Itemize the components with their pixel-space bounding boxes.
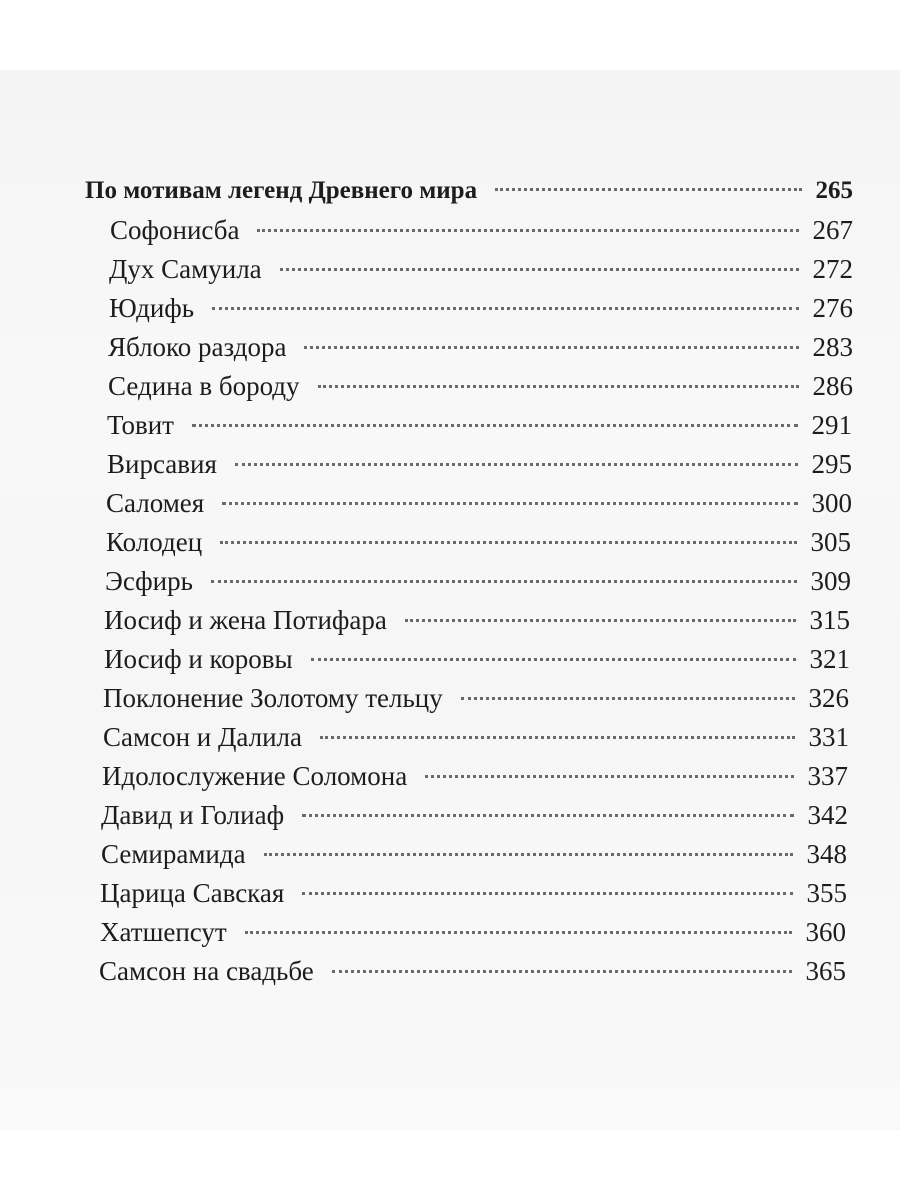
dot-leader	[318, 385, 799, 388]
dot-leader	[212, 307, 798, 310]
dot-leader	[280, 268, 799, 271]
toc-entry	[105, 564, 851, 598]
toc-section-title: По мотивам легенд Древнего мира	[85, 177, 478, 204]
dot-leader	[302, 892, 792, 895]
toc-entry-page: 342	[807, 800, 848, 830]
table-of-contents	[0, 70, 900, 1130]
toc-section-heading	[85, 174, 853, 208]
dot-leader	[220, 541, 796, 544]
toc-entry-page: 291	[811, 410, 852, 440]
toc-entry	[101, 837, 847, 871]
toc-entry	[104, 642, 850, 676]
toc-entry-title: Яблоко раздора	[108, 332, 287, 362]
toc-entry-page: 272	[812, 254, 853, 284]
toc-entry	[107, 447, 852, 481]
dot-leader	[495, 188, 801, 191]
dot-leader	[332, 970, 792, 973]
dot-leader	[461, 697, 795, 700]
dot-leader	[264, 853, 793, 856]
toc-entry	[110, 213, 853, 247]
toc-entry-page: 365	[805, 956, 846, 986]
dot-leader	[320, 736, 795, 739]
toc-entry-title: Давид и Голиаф	[101, 800, 285, 830]
dot-leader	[245, 931, 792, 934]
toc-entry-page: 283	[812, 332, 853, 362]
toc-entry	[106, 486, 852, 520]
toc-entry-title: Самсон и Далила	[103, 722, 302, 752]
toc-entry-page: 355	[806, 878, 847, 908]
toc-entry-page: 276	[812, 293, 853, 323]
toc-entry-title: Вирсавия	[107, 449, 217, 479]
toc-entry	[106, 525, 851, 559]
toc-entry-title: Семирамида	[101, 839, 246, 869]
toc-entry	[104, 603, 850, 637]
dot-leader	[405, 619, 796, 622]
toc-entry-title: Самсон на свадьбе	[99, 956, 314, 986]
dot-leader	[302, 814, 793, 817]
toc-entry-page: 305	[810, 527, 851, 557]
toc-entry	[107, 408, 852, 442]
toc-entry	[109, 252, 853, 286]
toc-entry	[101, 798, 848, 832]
dot-leader	[257, 229, 798, 232]
toc-entry	[103, 720, 849, 754]
toc-entry-title: Седина в бороду	[108, 371, 300, 401]
toc-entry-page: 267	[812, 215, 853, 245]
toc-entry-title: Дух Самуила	[109, 254, 262, 284]
toc-entry-title: Товит	[107, 410, 174, 440]
dot-leader	[235, 463, 798, 466]
toc-entry-page: 360	[805, 917, 846, 947]
dot-leader	[425, 775, 793, 778]
toc-entry-title: Саломея	[106, 488, 205, 518]
toc-entry-page: 309	[810, 566, 851, 596]
toc-entry-page: 300	[811, 488, 852, 518]
toc-entry-title: Юдифь	[109, 293, 195, 323]
toc-entry-page: 331	[808, 722, 849, 752]
dot-leader	[192, 424, 798, 427]
toc-section-page: 265	[815, 177, 853, 204]
toc-entry	[109, 291, 853, 325]
toc-entry	[99, 954, 846, 988]
toc-entry	[102, 759, 848, 793]
toc-entry-title: Иосиф и жена Потифара	[104, 605, 387, 635]
toc-entry	[108, 369, 853, 403]
toc-entry-title: Поклонение Золотому тельцу	[103, 683, 443, 713]
toc-entry-page: 337	[807, 761, 848, 791]
toc-entry	[108, 330, 853, 364]
dot-leader	[222, 502, 797, 505]
toc-entry	[100, 915, 846, 949]
toc-entry-page: 326	[808, 683, 849, 713]
toc-entry-title: Царица Савская	[100, 878, 285, 908]
book-page	[0, 70, 900, 1130]
toc-entry	[103, 681, 849, 715]
toc-entry-title: Колодец	[106, 527, 203, 557]
toc-entry-page: 295	[811, 449, 852, 479]
toc-entry-page: 348	[806, 839, 847, 869]
toc-entry-title: Идолослужение Соломона	[102, 761, 408, 791]
toc-entry-title: Софонисба	[110, 215, 240, 245]
dot-leader	[311, 658, 796, 661]
toc-entry-page: 286	[812, 371, 853, 401]
toc-entry-title: Эсфирь	[105, 566, 193, 596]
dot-leader	[304, 346, 798, 349]
toc-entry-page: 321	[809, 644, 850, 674]
toc-entry-title: Хатшепсут	[100, 917, 227, 947]
toc-entry-page: 315	[809, 605, 850, 635]
dot-leader	[211, 580, 797, 583]
toc-entry-title: Иосиф и коровы	[104, 644, 293, 674]
toc-entry	[100, 876, 847, 910]
